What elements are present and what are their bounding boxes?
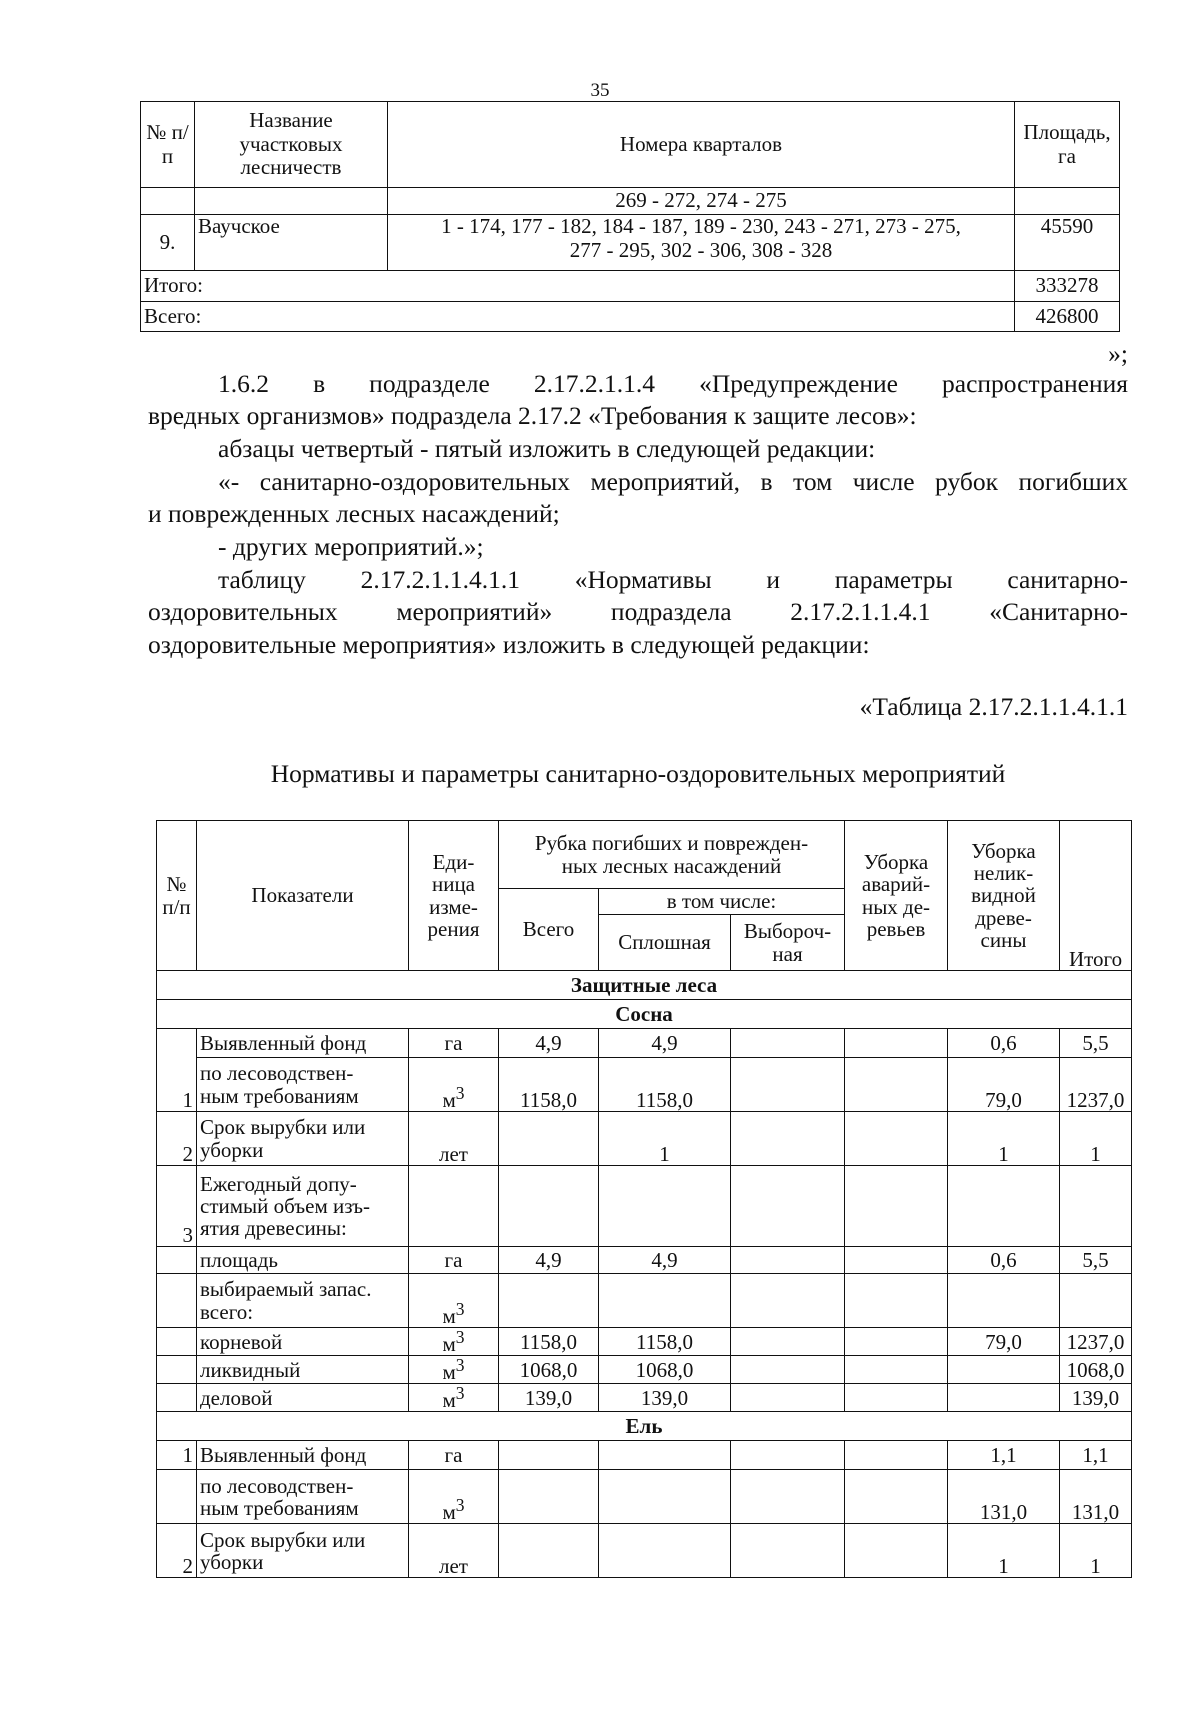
t2-cell: 1 xyxy=(948,1112,1060,1166)
table-row xyxy=(157,1356,1132,1384)
t1-row9-name: Ваучское xyxy=(195,215,388,271)
t2-header-selective xyxy=(731,915,845,971)
t2-row-label xyxy=(197,1058,409,1112)
t1-row9-num: 9. xyxy=(141,215,195,271)
t1-cell-empty xyxy=(141,188,195,215)
paragraph-5-line-1: таблицу 2.17.2.1.1.4.1.1 «Нормативы и параметры санитарно- xyxy=(218,565,1128,594)
t2-cell xyxy=(499,1470,599,1524)
t2-header-num xyxy=(157,821,197,971)
t1-cell-empty xyxy=(1015,188,1120,215)
t2-row-label-line1: Ежегодный допу- xyxy=(200,1171,357,1196)
t2-header-illiquid-line3: видной xyxy=(971,883,1036,908)
table-row xyxy=(157,1384,1132,1412)
t2-header-illiquid xyxy=(948,821,1060,971)
t2-cell: 1158,0 xyxy=(499,1328,599,1356)
paragraph-5-line-2: оздоровительных мероприятий» подраздела 2.17.2.1.1.4.1 «Санитарно- xyxy=(148,597,1128,626)
paragraph-2: абзацы четвертый - пятый изложить в следующей редакции: xyxy=(218,434,876,463)
t2-row-label xyxy=(197,1274,409,1328)
t2-row-unit xyxy=(409,1058,499,1112)
t2-cell xyxy=(731,1441,845,1470)
t2-cell: 1 xyxy=(1060,1112,1132,1166)
t2-cell xyxy=(845,1029,948,1058)
t2-header-illiquid-line5: сины xyxy=(980,927,1027,952)
t2-cell xyxy=(1060,1274,1132,1328)
t1-continuation-quarters: 269 - 272, 274 - 275 xyxy=(388,188,1015,215)
t2-cell xyxy=(845,1441,948,1470)
t1-header-area: Площадь, га xyxy=(1015,102,1120,188)
t2-header-clear: Сплошная xyxy=(599,915,731,971)
t2-row-unit xyxy=(409,1470,499,1524)
table-row xyxy=(157,1247,1132,1274)
t1-row9-quarters xyxy=(388,215,1015,271)
t2-row-label-line1: Срок вырубки или xyxy=(200,1115,366,1140)
t2-cell xyxy=(845,1524,948,1578)
t2-row-unit: га xyxy=(409,1441,499,1470)
unit-m: м xyxy=(442,1500,456,1525)
t1-cell-empty xyxy=(195,188,388,215)
t2-cell: 1237,0 xyxy=(1060,1058,1132,1112)
unit-sup: 3 xyxy=(455,1355,465,1376)
t2-row-label: Выявленный фонд xyxy=(197,1441,409,1470)
t2-cell: 79,0 xyxy=(948,1058,1060,1112)
t2-row-unit: лет xyxy=(409,1524,499,1578)
t2-cell: 1158,0 xyxy=(499,1058,599,1112)
t2-cell xyxy=(845,1112,948,1166)
table-row xyxy=(157,1166,1132,1247)
t2-header-unit-line4: рения xyxy=(427,916,480,941)
table-reference: «Таблица 2.17.2.1.1.4.1.1 xyxy=(859,692,1128,721)
unit-m: м xyxy=(442,1360,456,1385)
t2-header-emergency-line4: ревьев xyxy=(866,916,926,941)
t2-cell: 4,9 xyxy=(599,1247,731,1274)
t2-row-num: 1 xyxy=(157,1029,197,1112)
table-row xyxy=(157,1112,1132,1166)
t2-header-unit-line3: изме- xyxy=(429,894,478,919)
table-row xyxy=(157,1328,1132,1356)
table-row xyxy=(157,1058,1132,1112)
t2-row-label-line2: ным требованиям xyxy=(200,1083,359,1108)
t2-cell: 1,1 xyxy=(1060,1441,1132,1470)
unit-m: м xyxy=(442,1388,456,1413)
t2-row-label xyxy=(197,1166,409,1247)
unit-m: м xyxy=(442,1087,456,1112)
t2-cell xyxy=(157,1328,197,1356)
t2-cell xyxy=(599,1441,731,1470)
t2-header-itogo: Итого xyxy=(1060,821,1132,971)
unit-sup: 3 xyxy=(455,1082,465,1103)
t2-header-emergency xyxy=(845,821,948,971)
table-row xyxy=(141,302,1120,332)
t2-header-emergency-line1: Уборка xyxy=(863,850,929,875)
unit-sup: 3 xyxy=(455,1495,465,1516)
t2-cell xyxy=(731,1029,845,1058)
paragraph-1-line-1: 1.6.2 в подразделе 2.17.2.1.1.4 «Предупреждение распространения xyxy=(218,369,1128,398)
t2-row-unit: га xyxy=(409,1029,499,1058)
t2-cell xyxy=(599,1274,731,1328)
t2-row-label: деловой xyxy=(197,1384,409,1412)
t2-cell: 1068,0 xyxy=(599,1356,731,1384)
page-number: 35 xyxy=(590,80,610,101)
t2-cell xyxy=(157,1274,197,1328)
t2-cell xyxy=(948,1356,1060,1384)
t2-cell: 5,5 xyxy=(1060,1247,1132,1274)
t2-cell xyxy=(499,1524,599,1578)
t2-cell: 0,6 xyxy=(948,1029,1060,1058)
t2-cell xyxy=(845,1166,948,1247)
t2-cell: 4,9 xyxy=(599,1029,731,1058)
t2-cell: 139,0 xyxy=(1060,1384,1132,1412)
t2-cell xyxy=(731,1328,845,1356)
table2-header-row-1 xyxy=(157,821,1132,889)
t2-header-unit-line2: ница xyxy=(431,872,476,897)
t2-row-num: 2 xyxy=(157,1524,197,1578)
t2-row-num: 1 xyxy=(157,1441,197,1470)
t2-row-unit xyxy=(409,1328,499,1356)
t2-section-protective: Защитные леса xyxy=(157,971,1132,1000)
t2-header-illiquid-line2: нелик- xyxy=(973,861,1034,886)
t2-cell xyxy=(157,1356,197,1384)
closing-quote: »; xyxy=(1108,339,1128,368)
t2-header-felling-line2: ных лесных насаждений xyxy=(561,853,782,878)
t2-row-label: площадь xyxy=(197,1247,409,1274)
t2-cell: 1158,0 xyxy=(599,1058,731,1112)
t2-cell xyxy=(499,1441,599,1470)
t2-header-emergency-line2: аварий- xyxy=(861,872,931,897)
unit-m: м xyxy=(442,1332,456,1356)
t2-row-label xyxy=(197,1470,409,1524)
table-row xyxy=(141,188,1120,215)
t2-cell xyxy=(157,1247,197,1274)
t2-cell: 1,1 xyxy=(948,1441,1060,1470)
section-row xyxy=(157,971,1132,1000)
t2-cell: 1237,0 xyxy=(1060,1328,1132,1356)
table-row xyxy=(141,271,1120,302)
forestry-quarters-table xyxy=(140,101,1120,332)
table-row xyxy=(157,1470,1132,1524)
t2-cell xyxy=(845,1247,948,1274)
t2-header-selective-line1: Выбороч- xyxy=(743,919,832,944)
t2-cell xyxy=(845,1274,948,1328)
paragraph-3-line-2: и поврежденных лесных насаждений; xyxy=(148,499,560,528)
t1-vsego-label: Всего: xyxy=(141,302,1015,332)
t2-cell xyxy=(499,1166,599,1247)
t2-row-label-line2: ным требованиям xyxy=(200,1495,359,1520)
t2-cell: 1068,0 xyxy=(1060,1356,1132,1384)
t2-header-including: в том числе: xyxy=(599,889,845,915)
t2-cell xyxy=(845,1356,948,1384)
paragraph-5-line-3: оздоровительные мероприятия» изложить в следующей редакции: xyxy=(148,630,870,659)
t2-cell xyxy=(499,1274,599,1328)
t2-row-label-line1: по лесоводствен- xyxy=(200,1473,354,1498)
t1-header-num: № п/п xyxy=(141,102,195,188)
t2-row-label-line2: всего: xyxy=(200,1299,254,1324)
t2-cell: 79,0 xyxy=(948,1328,1060,1356)
t2-row-label: Выявленный фонд xyxy=(197,1029,409,1058)
t1-row9-area: 45590 xyxy=(1015,215,1120,271)
t2-header-all: Всего xyxy=(499,889,599,971)
unit-sup: 3 xyxy=(455,1327,465,1347)
t2-row-label-line1: Срок вырубки или xyxy=(200,1527,366,1552)
species-row xyxy=(157,1000,1132,1029)
t1-row9-quarters-line2: 277 - 295, 302 - 306, 308 - 328 xyxy=(569,237,833,262)
t2-row-label-line2: стимый объем изъ- xyxy=(200,1193,371,1218)
table-row xyxy=(157,1029,1132,1058)
unit-sup: 3 xyxy=(455,1383,465,1404)
t2-row-label: корневой xyxy=(197,1328,409,1356)
t2-cell xyxy=(948,1274,1060,1328)
t2-cell xyxy=(599,1166,731,1247)
t2-row-label xyxy=(197,1112,409,1166)
t2-cell: 1068,0 xyxy=(499,1356,599,1384)
t2-row-unit xyxy=(409,1356,499,1384)
t1-itogo-label: Итого: xyxy=(141,271,1015,302)
t2-cell: 1 xyxy=(1060,1524,1132,1578)
table-row xyxy=(157,1274,1132,1328)
t2-cell: 1 xyxy=(948,1524,1060,1578)
t1-header-name: Название участковых лесничеств xyxy=(195,102,388,188)
paragraph-3-line-1: «- санитарно-оздоровительных мероприятий, в том числе рубок погибших xyxy=(218,467,1128,496)
t2-cell xyxy=(845,1384,948,1412)
t2-cell xyxy=(948,1166,1060,1247)
t2-row-unit xyxy=(409,1384,499,1412)
t2-cell xyxy=(599,1524,731,1578)
table-row xyxy=(157,1441,1132,1470)
t2-cell: 4,9 xyxy=(499,1247,599,1274)
t2-row-label-line1: по лесоводствен- xyxy=(200,1061,354,1086)
t2-cell xyxy=(499,1112,599,1166)
paragraph-4: - других мероприятий.»; xyxy=(218,532,484,561)
table1-header-row xyxy=(141,102,1120,188)
t2-cell xyxy=(731,1247,845,1274)
t2-header-num-line2: п/п xyxy=(162,894,191,919)
t2-cell: 0,6 xyxy=(948,1247,1060,1274)
t2-cell xyxy=(731,1384,845,1412)
t2-cell: 139,0 xyxy=(499,1384,599,1412)
t2-cell: 131,0 xyxy=(1060,1470,1132,1524)
paragraph-1-line-2: вредных организмов» подраздела 2.17.2 «Требования к защите лесов»: xyxy=(148,401,917,430)
t2-header-selective-line2: ная xyxy=(772,941,803,966)
t2-header-illiquid-line4: древе- xyxy=(975,905,1032,930)
t2-header-unit-line1: Еди- xyxy=(432,850,475,875)
t2-cell: 1158,0 xyxy=(599,1328,731,1356)
t2-cell xyxy=(845,1058,948,1112)
t2-row-num: 2 xyxy=(157,1112,197,1166)
t2-species-spruce: Ель xyxy=(157,1412,1132,1441)
t2-species-pine: Сосна xyxy=(157,1000,1132,1029)
t2-cell xyxy=(845,1328,948,1356)
unit-m: м xyxy=(442,1303,456,1328)
t2-header-felling xyxy=(499,821,845,889)
t2-cell xyxy=(731,1112,845,1166)
t2-cell xyxy=(845,1470,948,1524)
t2-cell xyxy=(1060,1166,1132,1247)
t2-cell: 4,9 xyxy=(499,1029,599,1058)
t2-cell xyxy=(731,1166,845,1247)
t2-cell: 131,0 xyxy=(948,1470,1060,1524)
t2-row-num: 3 xyxy=(157,1166,197,1247)
unit-sup: 3 xyxy=(455,1298,465,1319)
t2-row-label-line2: уборки xyxy=(200,1549,264,1574)
t2-row-label: ликвидный xyxy=(197,1356,409,1384)
t1-row9-quarters-line1: 1 - 174, 177 - 182, 184 - 187, 189 - 230, 243 - 271, 273 - 275, xyxy=(441,214,961,238)
table-title: Нормативы и параметры санитарно-оздоровительных мероприятий xyxy=(270,759,1006,788)
sanitary-measures-table xyxy=(156,820,1132,1578)
t2-cell xyxy=(731,1470,845,1524)
t2-cell xyxy=(731,1058,845,1112)
t2-cell xyxy=(731,1524,845,1578)
t2-header-num-line1: № xyxy=(166,872,187,897)
t1-vsego-value: 426800 xyxy=(1015,302,1120,332)
t2-row-unit: лет xyxy=(409,1112,499,1166)
t2-cell xyxy=(157,1384,197,1412)
t2-cell xyxy=(157,1470,197,1524)
t2-header-felling-line1: Рубка погибших и поврежден- xyxy=(534,831,809,856)
t1-header-quarters: Номера кварталов xyxy=(388,102,1015,188)
t2-row-label xyxy=(197,1524,409,1578)
t2-header-unit xyxy=(409,821,499,971)
t2-cell xyxy=(409,1166,499,1247)
table-row xyxy=(141,215,1120,271)
table-row xyxy=(157,1524,1132,1578)
t2-row-label-line3: ятия древесины: xyxy=(200,1216,347,1241)
t1-itogo-value: 333278 xyxy=(1015,271,1120,302)
t2-header-indicators: Показатели xyxy=(197,821,409,971)
t2-row-unit xyxy=(409,1274,499,1328)
t2-row-unit: га xyxy=(409,1247,499,1274)
t2-row-label-line1: выбираемый запас. xyxy=(200,1277,372,1302)
t2-cell: 139,0 xyxy=(599,1384,731,1412)
t2-cell xyxy=(599,1470,731,1524)
t2-header-emergency-line3: ных де- xyxy=(861,894,931,919)
t2-cell: 5,5 xyxy=(1060,1029,1132,1058)
t2-cell xyxy=(731,1274,845,1328)
t2-cell xyxy=(948,1384,1060,1412)
t2-header-illiquid-line1: Уборка xyxy=(971,839,1036,864)
t2-cell xyxy=(731,1356,845,1384)
t2-row-label-line2: уборки xyxy=(200,1137,264,1162)
t2-cell: 1 xyxy=(599,1112,731,1166)
species-row xyxy=(157,1412,1132,1441)
